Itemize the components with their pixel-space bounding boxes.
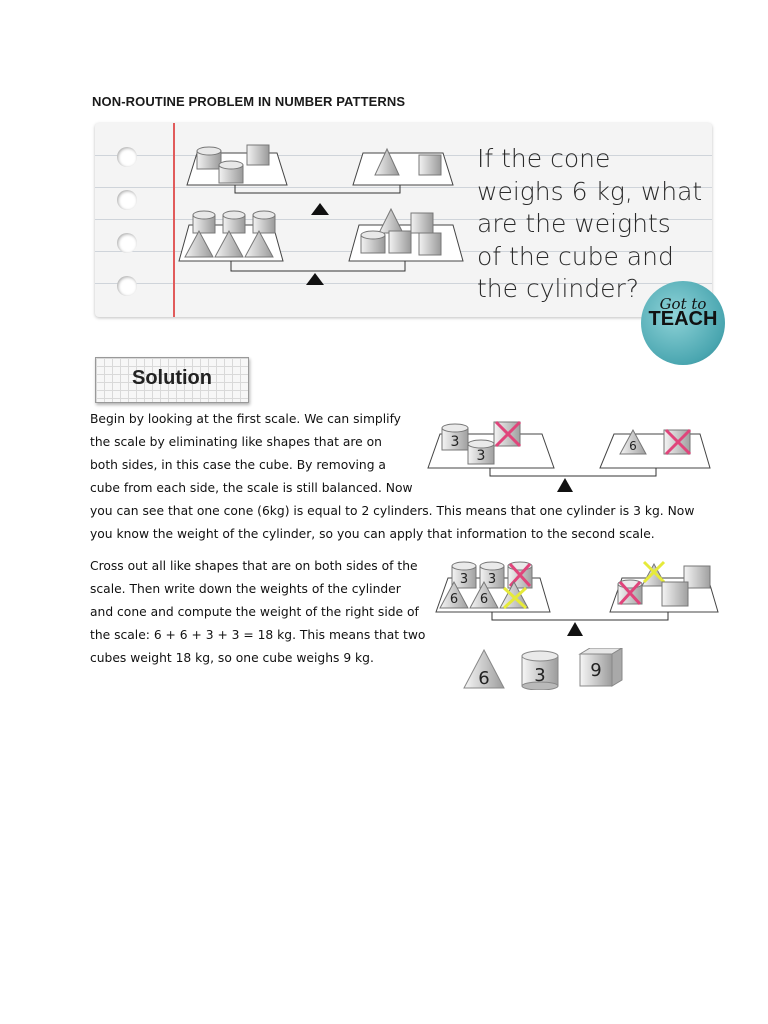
text-line: scale. Then write down the weights of the cylinder [90, 582, 401, 596]
cone-answer [464, 650, 504, 689]
problem-line: are the weights [477, 209, 671, 238]
cylinder-weight-label: 3 [487, 572, 497, 587]
text-line: cube from each side, the scale is still balanced. Now [90, 481, 413, 495]
text-line: both sides, in this case the cube. By removing a [90, 458, 386, 472]
binder-hole [117, 276, 137, 296]
text-line: and cone and compute the weight of the right side of [90, 605, 419, 619]
got-to-teach-logo [641, 281, 725, 365]
logo-line-1: Got to [659, 295, 707, 313]
solution-paragraph-2 [90, 555, 425, 670]
cone-weight-label: 6 [629, 439, 637, 453]
answer-shapes [462, 648, 632, 690]
logo-line-2: TEACH [648, 308, 718, 330]
cone-weight-label: 6 [449, 592, 459, 607]
text-line: you know the weight of the cylinder, so you can apply that information to the second scale. [90, 527, 655, 541]
binder-hole [117, 147, 137, 167]
cylinder-weight-label: 3 [459, 572, 469, 587]
binder-hole [117, 190, 137, 210]
text-line: you can see that one cone (6kg) is equal to 2 cylinders. This means that one cylinder is 3 kg. Now [90, 504, 695, 518]
scale-one [187, 145, 453, 215]
problem-scales-illustration [175, 123, 475, 317]
text-line: Cross out all like shapes that are on both sides of the [90, 559, 418, 573]
cone-weight-label: 6 [479, 592, 489, 607]
text-line: the scale by eliminating like shapes that are on [90, 435, 382, 449]
cone-answer-value: 6 [478, 668, 490, 689]
solution-label [95, 357, 249, 403]
binder-hole [117, 233, 137, 253]
cylinder-weight-label: 3 [476, 448, 486, 464]
problem-line: If the cone [477, 144, 611, 173]
problem-card [95, 123, 712, 317]
cylinder-weight-label: 3 [450, 434, 460, 450]
cube-answer-value: 9 [590, 660, 602, 681]
text-line: Begin by looking at the first scale. We can simplify [90, 412, 401, 426]
cube-answer [580, 648, 622, 686]
text-line: the scale: 6 + 6 + 3 + 3 = 18 kg. This means that two [90, 628, 426, 642]
solution-scale-two [432, 556, 722, 640]
scale-two [179, 209, 463, 285]
solution-scale-one [424, 414, 714, 494]
text-line: cubes weight 18 kg, so one cube weighs 9 kg. [90, 651, 374, 665]
problem-line: weighs 6 kg, what [477, 176, 703, 206]
cylinder-answer-value: 3 [534, 665, 546, 686]
problem-line: of the cube and [477, 241, 674, 271]
problem-line: the cylinder? [477, 274, 640, 303]
page-title: NON-ROUTINE PROBLEM IN NUMBER PATTERNS [92, 94, 406, 109]
solution-label-text: Solution [132, 367, 212, 389]
cylinder-answer [522, 651, 558, 690]
